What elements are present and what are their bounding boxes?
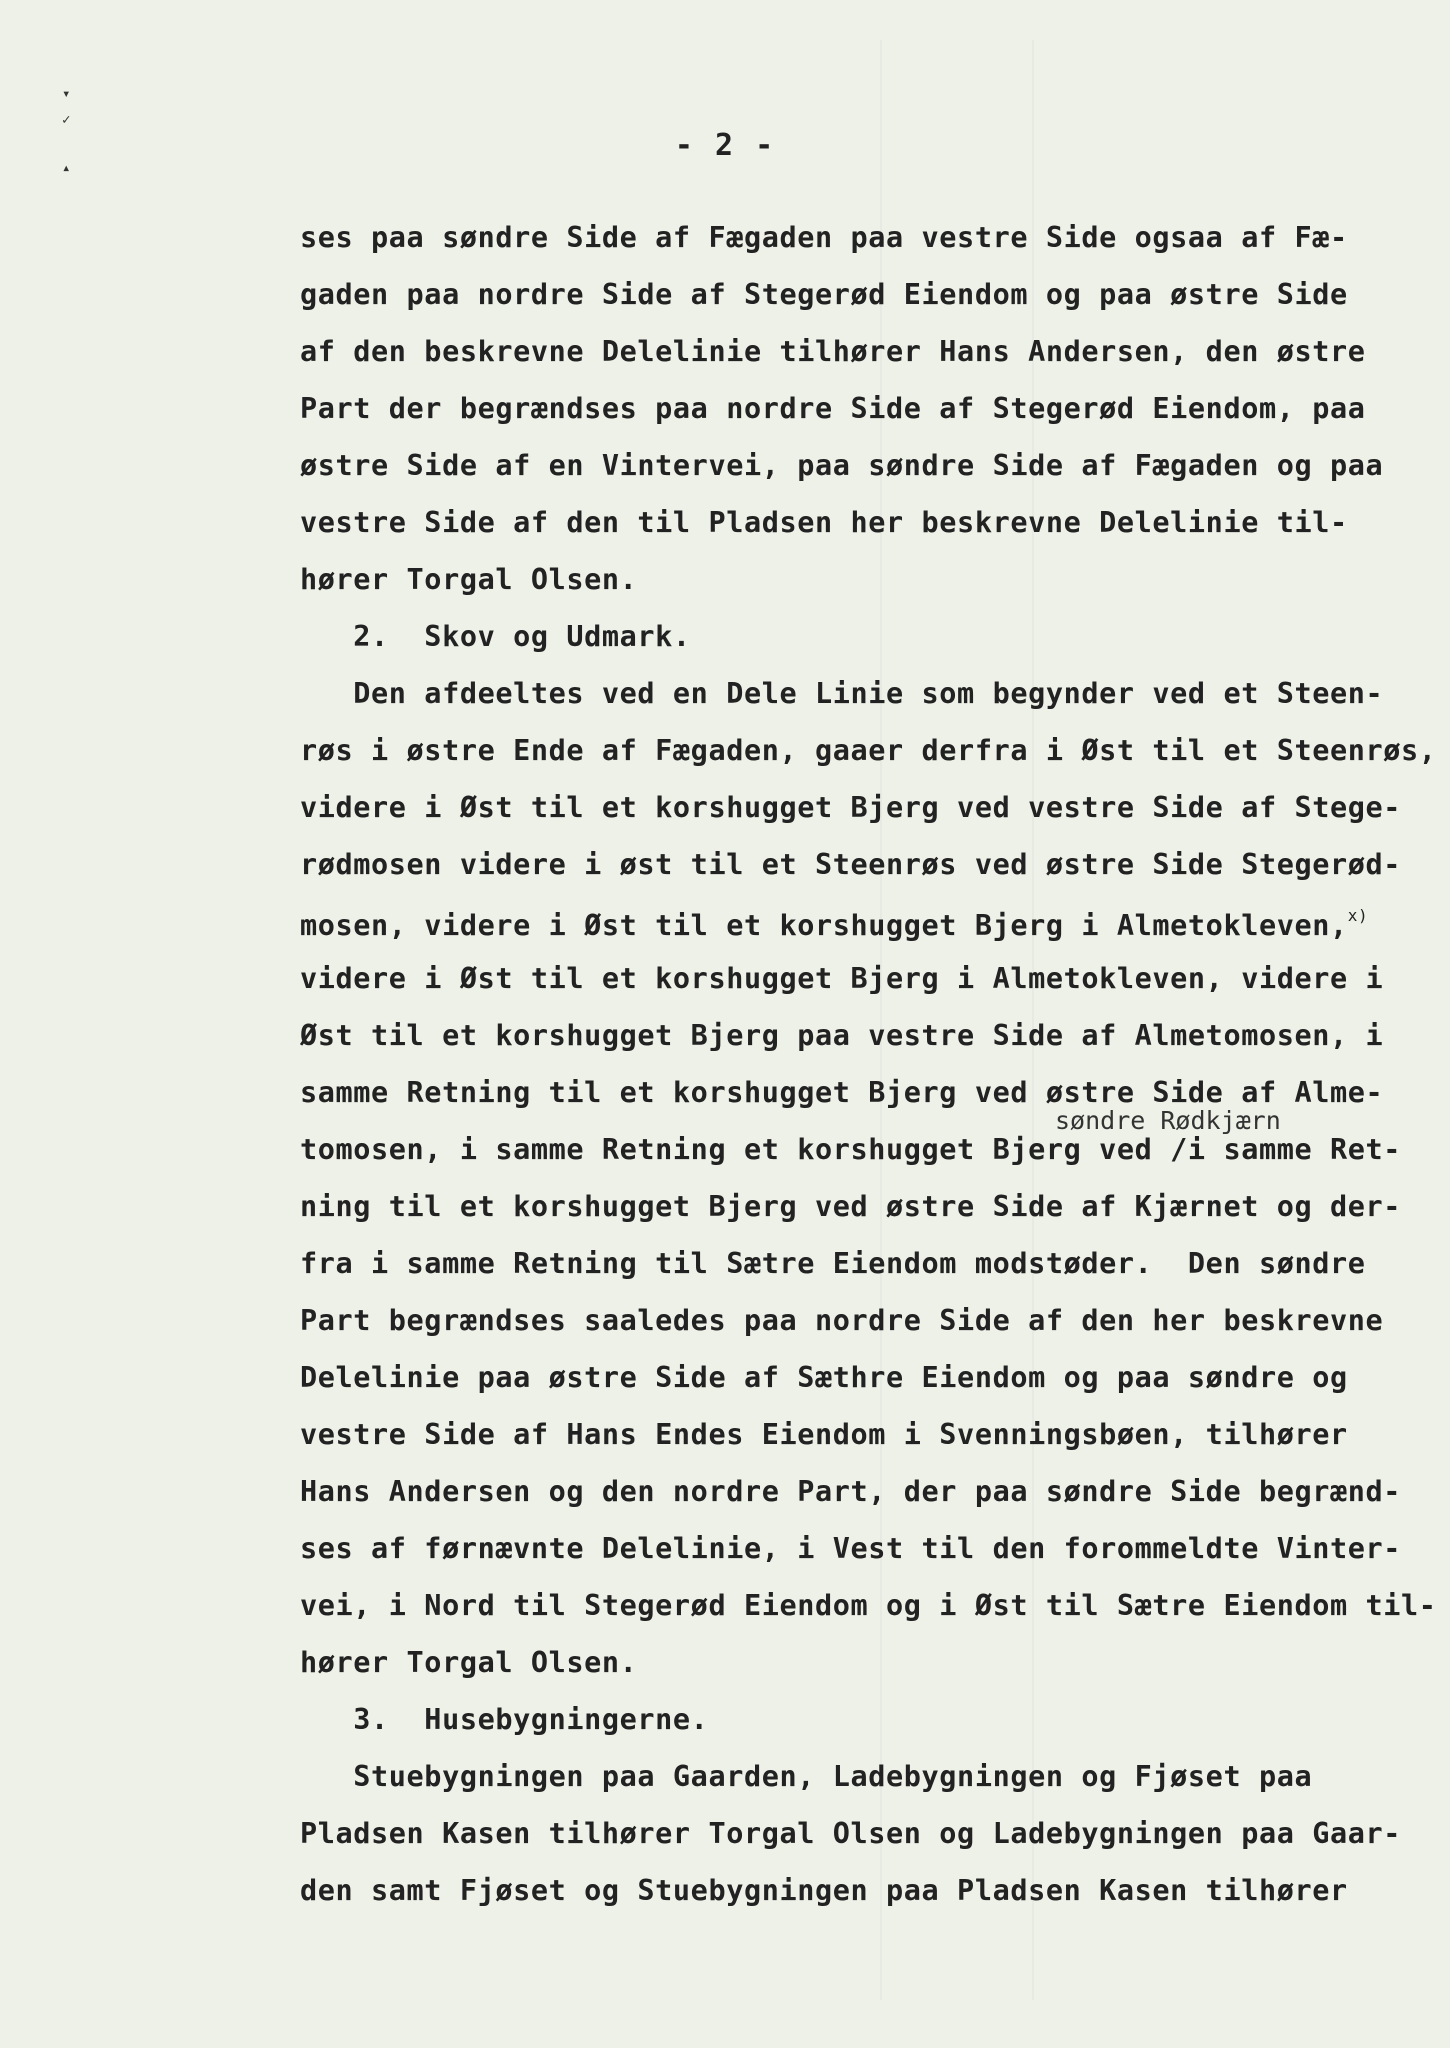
text-line-17: tomosen, i samme Retning et korshugget Bjerg ved /i samme Ret- [300, 1133, 1402, 1166]
text-line-10: røs i østre Ende af Fægaden, gaaer derfra i Øst til et Steenrøs, [300, 734, 1437, 767]
superscript-mark: x) [1347, 906, 1369, 925]
text-line-22: vestre Side af Hans Endes Eiendom i Svenningsbøen, tilhører [300, 1418, 1348, 1451]
margin-mark-2: ✓ [62, 112, 71, 128]
interlinear-note: søndre Rødkjærn [1055, 1106, 1281, 1135]
text-line-2: gaden paa nordre Side af Stegerød Eiendom og paa østre Side [300, 278, 1348, 311]
text-line-4: Part der begrændses paa nordre Side af Stegerød Eiendom, paa [300, 392, 1366, 425]
text-line-20: Part begrændses saaledes paa nordre Side af den her beskrevne [300, 1304, 1384, 1337]
text-line-7: hører Torgal Olsen. [300, 563, 638, 596]
text-line-19: fra i samme Retning til Sætre Eiendom modstøder. Den søndre [300, 1247, 1366, 1280]
text-line-30: den samt Fjøset og Stuebygningen paa Pladsen Kasen tilhører [300, 1874, 1348, 1907]
text-line-26: hører Torgal Olsen. [300, 1646, 638, 1679]
text-line-1: ses paa søndre Side af Fægaden paa vestre Side ogsaa af Fæ- [300, 221, 1348, 254]
text-line-28: Stuebygningen paa Gaarden, Ladebygningen og Fjøset paa [300, 1760, 1313, 1793]
margin-mark-3: ▴ [62, 160, 71, 176]
margin-mark-1: ▾ [62, 86, 71, 102]
text-line-23: Hans Andersen og den nordre Part, der paa søndre Side begrænd- [300, 1475, 1402, 1508]
text-line-11: videre i Øst til et korshugget Bjerg ved vestre Side af Stege- [300, 791, 1402, 824]
text-line-5: østre Side af en Vintervei, paa søndre Side af Fægaden og paa [300, 449, 1384, 482]
text-line-6: vestre Side af den til Pladsen her beskrevne Delelinie til- [300, 506, 1348, 539]
page-number: - 2 - [674, 128, 776, 163]
section-heading-3: 3. Husebygningerne. [300, 1703, 709, 1736]
text-line-14: videre i Øst til et korshugget Bjerg i Almetokleven, videre i [300, 962, 1384, 995]
text-line-15: Øst til et korshugget Bjerg paa vestre Side af Almetomosen, i [300, 1019, 1384, 1052]
text-line-12: rødmosen videre i øst til et Steenrøs ved østre Side Stegerød- [300, 848, 1402, 881]
text-line-21: Delelinie paa østre Side af Sæthre Eiendom og paa søndre og [300, 1361, 1348, 1394]
text-line-13: mosen, videre i Øst til et korshugget Bjerg i Almetokleven, [300, 909, 1348, 942]
text-line-29: Pladsen Kasen tilhører Torgal Olsen og Ladebygningen paa Gaar- [300, 1817, 1402, 1850]
text-line-9: Den afdeeltes ved en Dele Linie som begynder ved et Steen- [300, 677, 1384, 710]
text-line-16: samme Retning til et korshugget Bjerg ved østre Side af Alme- [300, 1076, 1384, 1109]
text-line-13-wrapper [300, 908, 1368, 941]
text-line-24: ses af førnævnte Delelinie, i Vest til den forommeldte Vinter- [300, 1532, 1402, 1565]
text-line-3: af den beskrevne Delelinie tilhører Hans Andersen, den østre [300, 335, 1366, 368]
section-heading-2: 2. Skov og Udmark. [300, 620, 691, 653]
text-line-18: ning til et korshugget Bjerg ved østre Side af Kjærnet og der- [300, 1190, 1402, 1223]
text-line-25: vei, i Nord til Stegerød Eiendom og i Øst til Sætre Eiendom til- [300, 1589, 1437, 1622]
